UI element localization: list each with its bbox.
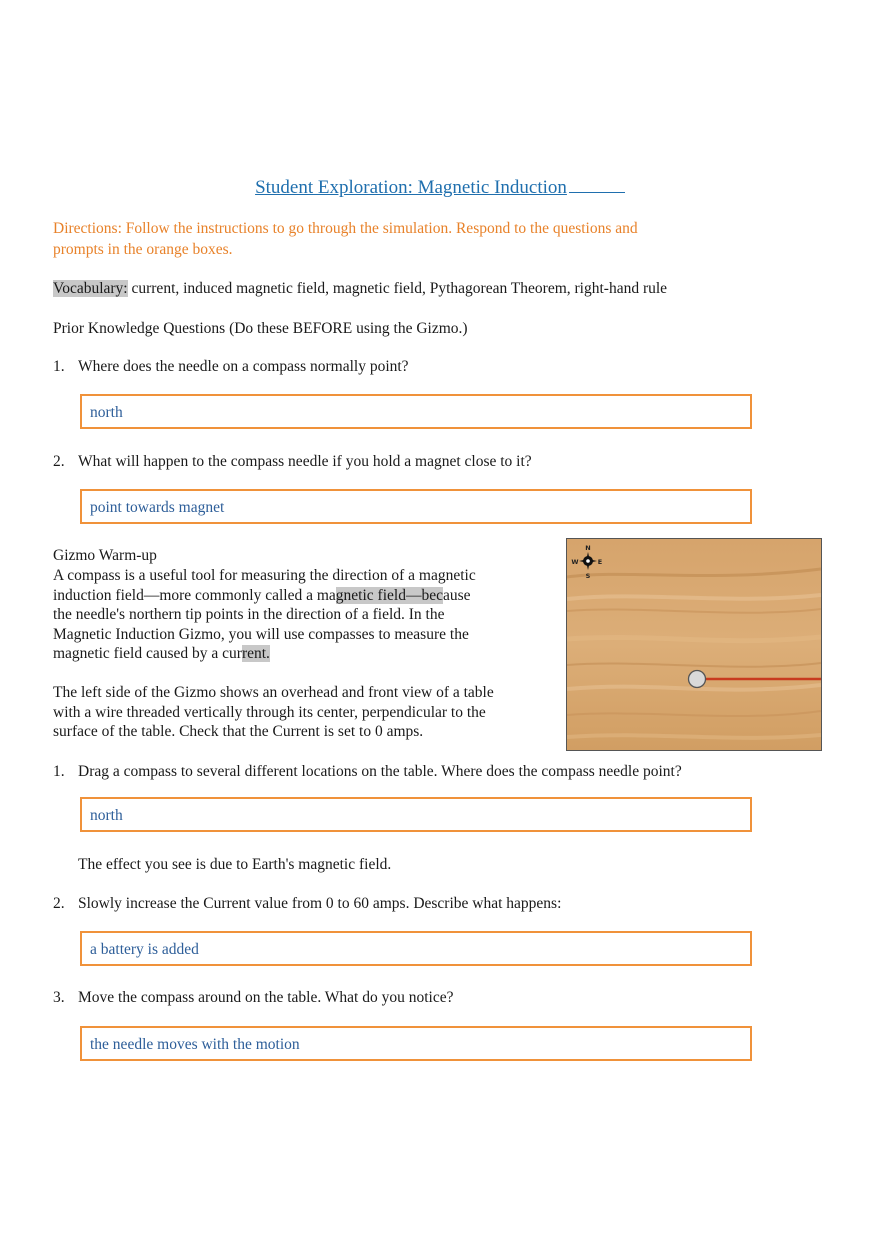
page-title: Student Exploration: Magnetic Induction — [0, 176, 880, 199]
warmup-answer-2[interactable]: a battery is added — [80, 931, 752, 966]
vocabulary-line — [53, 279, 853, 299]
warmup-paragraph-1: A compass is a useful tool for measuring the direction of a magnetic induction field—more commonly called a magnetic field—because the needle's northern tip points in the direction of a field. In the Magnetic Induction Gizmo, you will use compasses to measure the magnetic field caused by a current. — [53, 567, 476, 662]
warmup-answer-3[interactable]: the needle moves with the motion — [80, 1026, 752, 1061]
gizmo-table-image — [566, 538, 822, 751]
warmup-answer-1[interactable]: north — [80, 797, 752, 832]
warmup-heading: Gizmo Warm-up — [53, 547, 157, 564]
prior-knowledge-heading: Prior Knowledge Questions (Do these BEFORE using the Gizmo.) — [53, 320, 468, 337]
compass-s-label: S — [585, 572, 591, 580]
compass-n-label: N — [585, 544, 591, 552]
warmup-paragraph-2: The left side of the Gizmo shows an overhead and front view of a table with a wire threaded vertically through its center, perpendicular to the surface of the table. Check that the Current is set to 0 amps. — [53, 684, 494, 740]
warmup-question-3: 3. Move the compass around on the table. What do you notice? — [53, 989, 454, 1006]
wire-point[interactable] — [689, 671, 706, 688]
warmup-question-1: 1. Drag a compass to several different locations on the table. Where does the compass needle point? — [53, 763, 682, 780]
prior-answer-2[interactable]: point towards magnet — [80, 489, 752, 524]
table-overhead-svg — [567, 539, 821, 750]
earth-field-note: The effect you see is due to Earth's magnetic field. — [78, 856, 392, 873]
prior-question-1: 1. Where does the needle on a compass normally point? — [53, 358, 409, 375]
compass-w-label: W — [571, 558, 579, 566]
vocabulary-label: Vocabulary: — [53, 280, 128, 297]
prior-question-2: 2. What will happen to the compass needle if you hold a magnet close to it? — [53, 453, 532, 470]
directions-text: Directions: Follow the instructions to go through the simulation. Respond to the questions and prompts in the orange boxes. — [53, 220, 638, 258]
compass-e-label: E — [597, 558, 603, 566]
prior-answer-1[interactable]: north — [80, 394, 752, 429]
vocabulary-terms: current, induced magnetic field, magnetic field, Pythagorean Theorem, right-hand rule — [127, 280, 668, 297]
warmup-question-2: 2. Slowly increase the Current value from 0 to 60 amps. Describe what happens: — [53, 895, 562, 912]
